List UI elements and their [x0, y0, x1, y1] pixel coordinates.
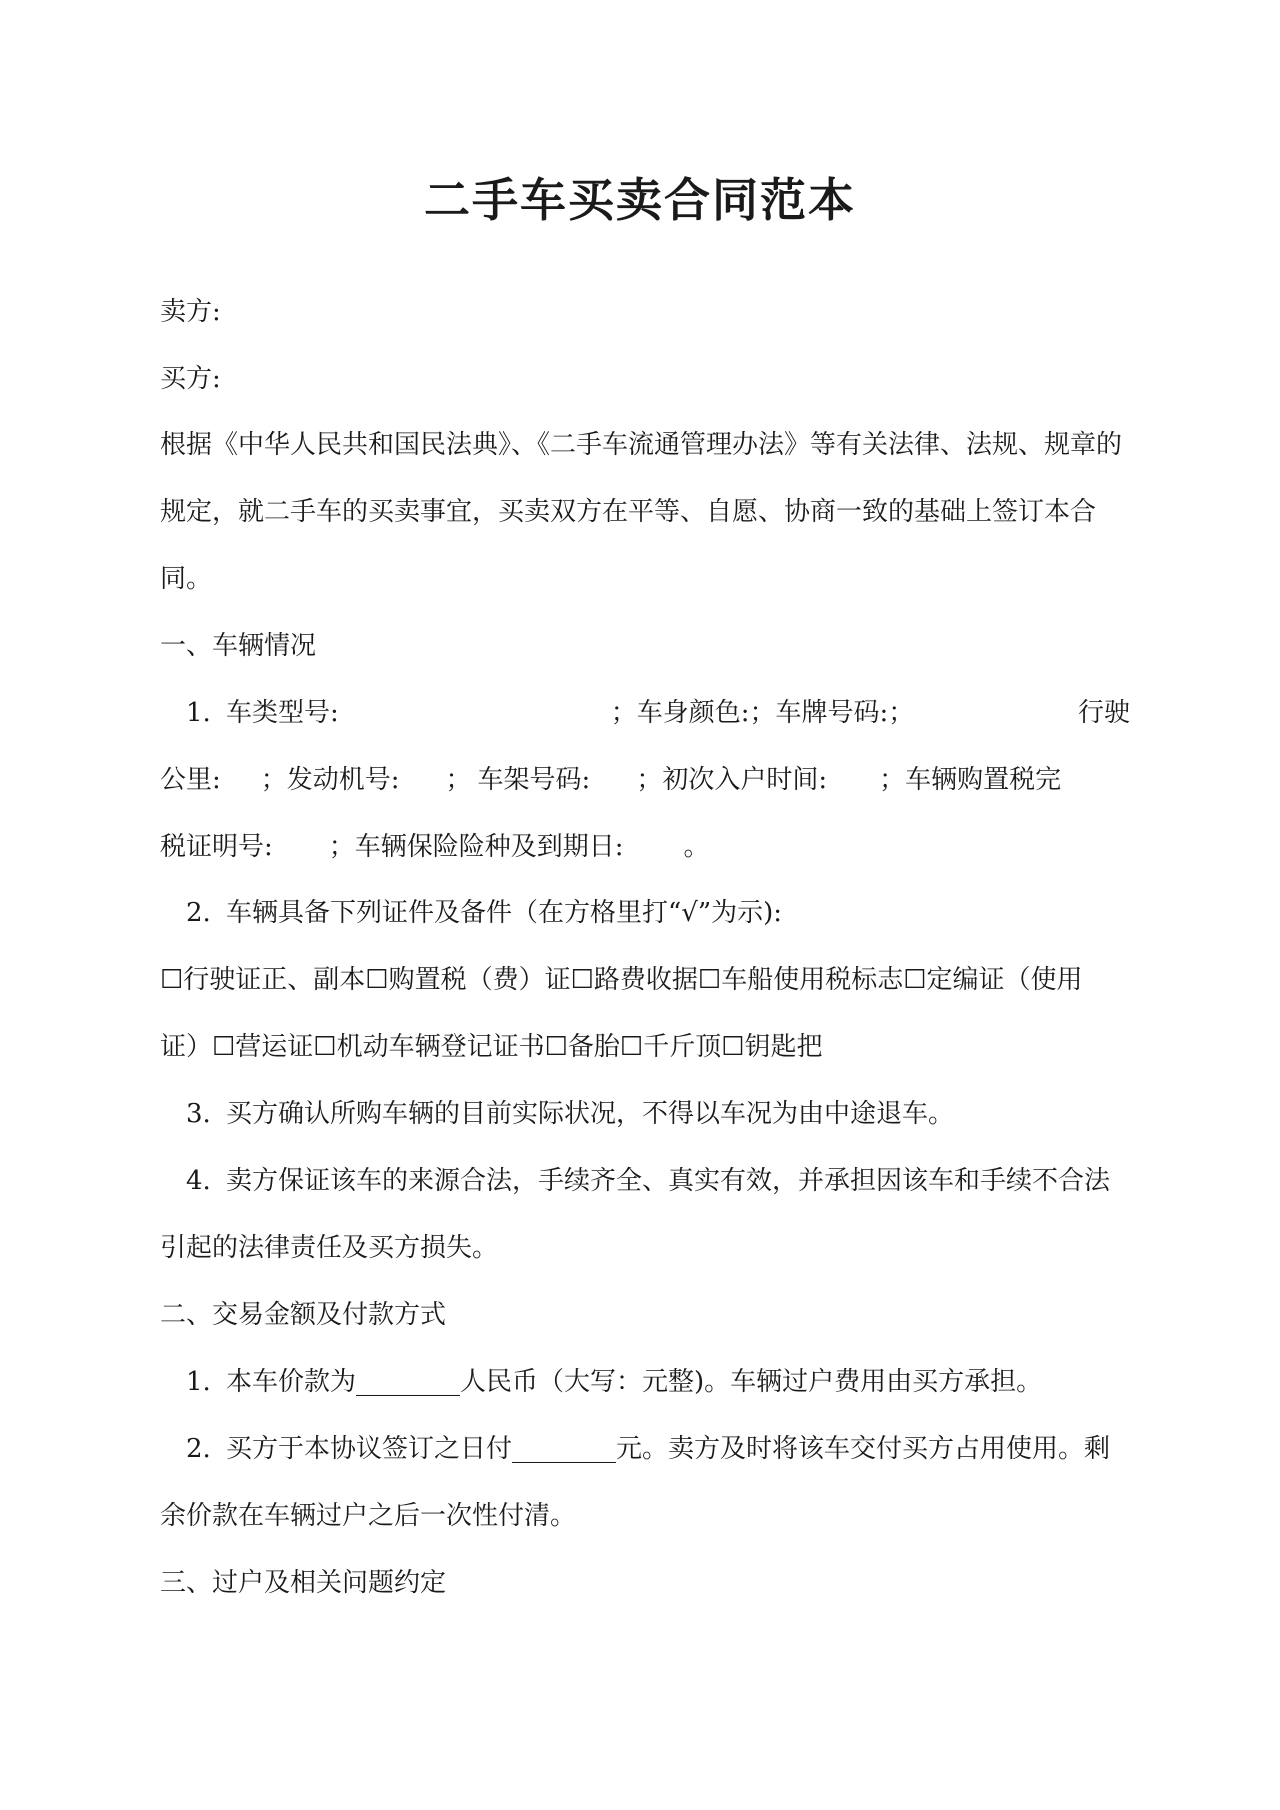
- seller-label: 卖方:: [160, 297, 221, 327]
- guarantee-text-line-2: 引起的法律责任及买方损失。: [160, 1233, 499, 1263]
- first-registration-label: ；初次入户时间:: [636, 765, 828, 795]
- intro-line-3: 同。: [160, 564, 213, 594]
- documents-checklist-line-1: ☐行驶证正、副本☐购置税（费）证☐路费收据☐车船使用税标志☐定编证（使用: [160, 965, 1083, 995]
- vehicle-item-2: [186, 893, 782, 933]
- vehicle-item-1-line-2: [160, 760, 1061, 800]
- intro-line-2: 规定，就二手车的买卖事宜，买卖双方在平等、自愿、协商一致的基础上签订本合: [160, 497, 1097, 527]
- guarantee-text: 卖方保证该车的来源合法，手续齐全、真实有效，并承担因该车和手续不合法: [226, 1166, 1111, 1196]
- payment-text-line-2: 余价款在车辆过户之后一次性付清。: [160, 1501, 577, 1531]
- item-number: 4.: [186, 1166, 211, 1196]
- item-number: 3.: [186, 1099, 211, 1129]
- tax-cert-label: 税证明号:: [160, 832, 273, 862]
- insurance-label: ；车辆保险险种及到期日:: [328, 832, 624, 862]
- item-number: 2.: [186, 898, 211, 928]
- vehicle-item-1-line-3: [160, 827, 710, 867]
- color-plate-labels: ；车身颜色:；车牌号码:；: [610, 698, 915, 728]
- vehicle-item-4: [186, 1161, 1110, 1201]
- buyer-label: 买方:: [160, 364, 221, 394]
- separator: ；: [445, 765, 472, 795]
- frame-number-label: 车架号码:: [477, 765, 591, 795]
- condition-text: 买方确认所购车辆的目前实际状况，不得以车况为由中途退车。: [226, 1099, 955, 1129]
- vehicle-model-label: 车类型号:: [226, 698, 339, 728]
- section-2-heading: 二、交易金额及付款方式: [160, 1300, 447, 1330]
- mileage-label-start: 行驶: [1077, 698, 1130, 728]
- engine-number-label: ；发动机号:: [260, 765, 400, 795]
- intro-line-1: 根据《中华人民共和国民法典》、《二手车流通管理办法》等有关法律、法规、规章的: [160, 430, 1123, 460]
- item-number: 1.: [186, 698, 211, 728]
- payment-text: 买方于本协议签订之日付________元。卖方及时将该车交付买方占用使用。剩: [226, 1434, 1111, 1464]
- documents-checklist-line-2: 证）☐营运证☐机动车辆登记证书☐备胎☐千斤顶☐钥匙把: [160, 1032, 823, 1062]
- price-text: 本车价款为________人民币（大写：元整)。车辆过户费用由买方承担。: [226, 1367, 1043, 1397]
- item-number: 2.: [186, 1434, 211, 1464]
- document-title: 二手车买卖合同范本: [424, 173, 856, 227]
- vehicle-item-3: [186, 1094, 954, 1134]
- section-1-heading: 一、车辆情况: [160, 631, 317, 661]
- vehicle-item-1-line-1: [186, 693, 1130, 733]
- period: 。: [683, 832, 710, 862]
- documents-text: 车辆具备下列证件及备件（在方格里打“√”为示):: [226, 898, 783, 928]
- purchase-tax-label: ；车辆购置税完: [879, 765, 1062, 795]
- payment-item-2: [186, 1429, 1110, 1469]
- payment-item-1: [186, 1362, 1042, 1402]
- section-3-heading: 三、过户及相关问题约定: [160, 1568, 447, 1598]
- item-number: 1.: [186, 1367, 211, 1397]
- mileage-label-end: 公里:: [160, 765, 221, 795]
